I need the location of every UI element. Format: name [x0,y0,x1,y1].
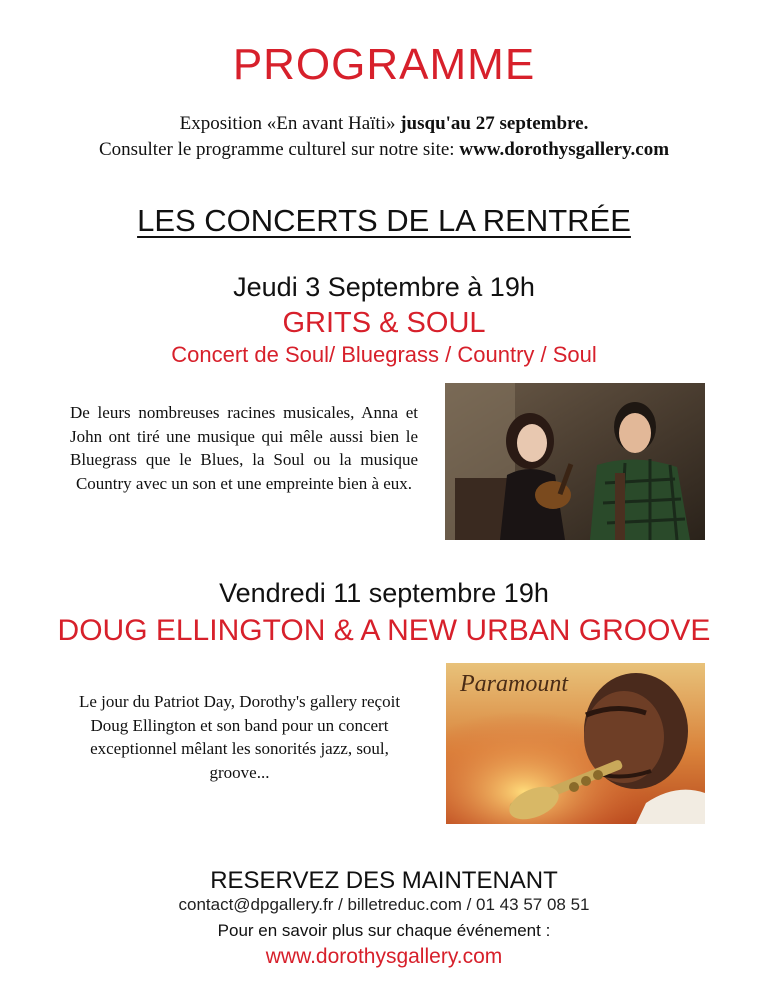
more-info-text: Pour en savoir plus sur chaque événement : [217,921,551,940]
concert1-date: Jeudi 3 Septembre à 19h [233,272,535,302]
intro-line-exhibition [0,113,768,135]
paramount-logo: Paramount [460,671,568,697]
reserve-heading: RESERVEZ DES MAINTENANT [210,867,558,894]
section-title-text: LES CONCERTS DE LA RENTRÉE [137,203,631,238]
concert2-name: DOUG ELLINGTON & A NEW URBAN GROOVE [57,614,711,647]
intro-exhibition-text: Exposition «En avant Haïti» [179,113,401,134]
intro-website-link[interactable]: www.dorothysgallery.com [459,139,670,160]
concert1-name: GRITS & SOUL [282,307,486,339]
concert2-photo [446,663,705,824]
section-title [0,203,768,239]
page-title: PROGRAMME [232,40,536,89]
concert1-genre: Concert de Soul/ Bluegrass / Country / Soul [171,342,597,367]
intro-line-website [0,139,768,161]
website-link[interactable]: www.dorothysgallery.com [265,945,503,968]
concert1-description: De leurs nombreuses racines musicales, Anna et John ont tiré une musique qui mêle aussi bien le Bluegrass que le Blues, la Soul ou la musique Country avec un son et une empreinte bien à eux. [70,403,418,493]
intro-exhibition-dates: jusqu'au 27 septembre. [400,113,589,134]
contact-info[interactable]: contact@dpgallery.fr / billetreduc.com / 01 43 57 08 51 [178,895,590,914]
intro-website-text: Consulter le programme culturel sur notre site: [98,139,460,160]
concert1-photo [445,383,705,540]
concert2-description: Le jour du Patriot Day, Dorothy's gallery reçoit Doug Ellington et son band pour un concert exceptionnel mêlant les sonorités jazz, soul, groove... [78,692,401,782]
concert2-date: Vendredi 11 septembre 19h [219,578,549,608]
